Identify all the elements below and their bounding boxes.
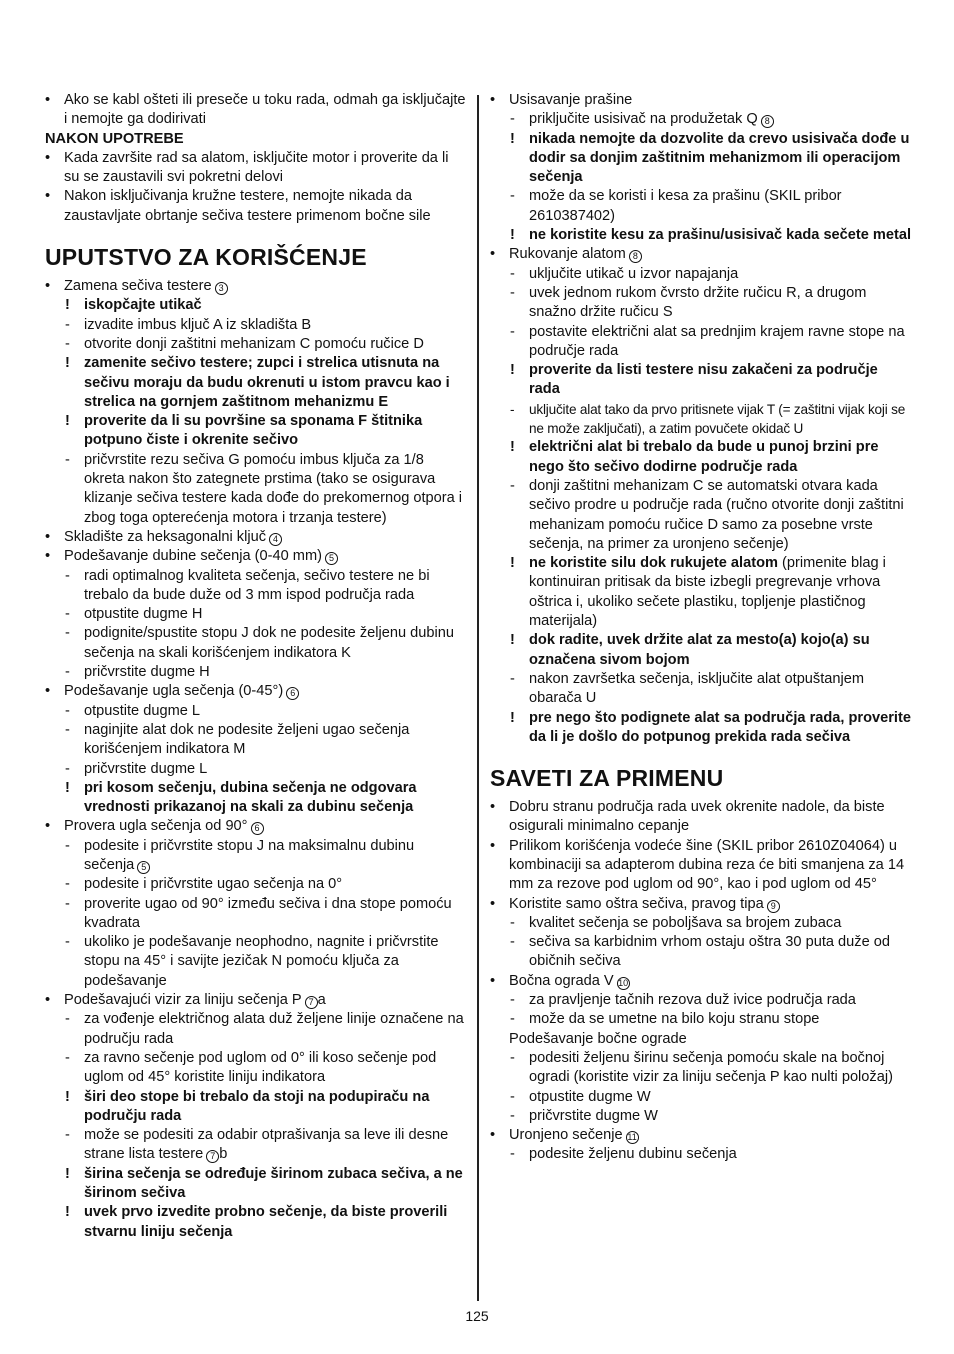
step-item: - donji zaštitni mehanizam C se automatski otvara kada sečivo prodre u područje rada (ručno otvorite donji zaštitni mehanizam pomoću ručice D samo za posebne vrste sečenja, na primer za uronjeno sečenje) xyxy=(490,477,912,554)
section-title-tips: SAVETI ZA PRIMENU xyxy=(490,765,724,792)
step-item: - priključite usisivač na produžetak Q 8 xyxy=(490,110,912,129)
list-item: • Prilikom korišćenja vodeće šine (SKIL pribor 2610Z04064) u kombinaciji sa adapterom dubina reza će biti smanjena za 14 mm za rezove pod uglom od 90°, kao i pod uglom od 45° xyxy=(490,837,912,895)
warning-item: ! pre nego što podignete alat sa područja rada, proverite da li je došlo do potpunog prekida rada sečiva xyxy=(490,709,912,748)
step-item: - može da se koristi i kesa za prašinu (SKIL pribor 2610387402) xyxy=(490,187,912,226)
step-item: - za pravljenje tačnih rezova duž ivice područja rada xyxy=(490,991,912,1010)
warning-item: ! električni alat bi trebalo da bude u punoj brzini pre nego što sečivo dodirne područje rada xyxy=(490,438,912,477)
step-item: - postavite električni alat sa prednjim krajem ravne stope na područje rada xyxy=(490,323,912,362)
step-item: - podesite i pričvrstite ugao sečenja na 0° xyxy=(45,875,467,894)
figure-ref-icon: 4 xyxy=(269,533,282,546)
step-item: - pričvrstite rezu sečiva G pomoću imbus ključa za 1/8 okreta nakon što zategnete prstima (tako se osigurava klizanje sečiva testere kada dođe do prekomernog otpora i zbog toga opterećenja motora i trzanja testere) xyxy=(45,451,467,528)
warning-item: ! pri kosom sečenju, dubina sečenja ne odgovara vrednosti prikazanoj na skali za dubinu sečenja xyxy=(45,779,467,818)
sub-heading: Podešavanje bočne ograde xyxy=(509,1030,687,1047)
step-item: - naginjite alat dok ne podesite željeni ugao sečenja korišćenjem indikatora M xyxy=(45,721,467,760)
warning-item: ! zamenite sečivo testere; zupci i strelica utisnuta na sečivu moraju da budu okrenuti u istom pravcu kao i strelica na gornjem zaštitnom mehanizmu E xyxy=(45,354,467,412)
warning-item: ! širina sečenja se određuje širinom zubaca sečiva, a ne širinom sečiva xyxy=(45,1165,467,1204)
list-item-angle: • Podešavanje ugla sečenja (0-45°) 6 xyxy=(45,682,467,701)
step-item: - otpustite dugme H xyxy=(45,605,467,624)
figure-ref-icon: 6 xyxy=(251,822,264,835)
figure-ref-icon: 8 xyxy=(629,250,642,263)
step-item: - otvorite donji zaštitni mehanizam C pomoću ručice D xyxy=(45,335,467,354)
step-item: - proverite ugao od 90° između sečiva i dna stope pomoću kvadrata xyxy=(45,895,467,934)
section-title-usage: UPUTSTVO ZA KORIŠĆENJE xyxy=(45,244,367,271)
figure-ref-icon: 9 xyxy=(767,900,780,913)
warning-item: ! proverite da li su površine sa sponama F štitnika potpuno čiste i okrenite sečivo xyxy=(45,412,467,451)
step-item: - za ravno sečenje pod uglom od 0° ili koso sečenje pod uglom od 45° koristite liniju indikatora xyxy=(45,1049,467,1088)
list-item-handling: • Rukovanje alatom 8 xyxy=(490,245,912,264)
step-item: - može se podesiti za odabir otprašivanja sa leve ili desne strane lista testere 7 b xyxy=(45,1126,467,1165)
figure-ref-icon: 8 xyxy=(761,115,774,128)
step-item: - kvalitet sečenja se poboljšava sa brojem zubaca xyxy=(490,914,912,933)
list-item: • Ako se kabl ošteti ili preseče u toku rada, odmah ga isključajte i nemojte ga dodirivati xyxy=(45,91,467,130)
step-item: - uključite alat tako da prvo pritisnete vijak T (= zaštitni vijak koji se ne može zaključati), a zatim povučete okidač U xyxy=(490,400,912,439)
figure-ref-icon: 11 xyxy=(627,1132,637,1143)
warning-item: ! ne koristite silu dok rukujete alatom (primenite blag i kontinuiran pritisak da biste izbegli pregrevanje vrhova oštrica i, ukoliko sečete plastiku, topljenje plastičnog materijala) xyxy=(490,554,912,631)
list-item-blade-change: • Zamena sečiva testere 3 xyxy=(45,277,467,296)
figure-ref-icon: 10 xyxy=(618,977,629,988)
step-item: - nakon završetka sečenja, isključite alat otpuštanjem obarača U xyxy=(490,670,912,709)
step-item: - podignite/spustite stopu J dok ne podesite željenu dubinu sečenja na skali korišćenjem indikatora K xyxy=(45,624,467,663)
list-item-dust: • Usisavanje prašine xyxy=(490,91,912,110)
step-item: - podesiti željenu širinu sečenja pomoću skale na bočnoj ogradi (koristite vizir za liniju sečenja P kao nulti položaj) xyxy=(490,1049,912,1088)
warning-item: ! proverite da listi testere nisu zakačeni za područje rada xyxy=(490,361,912,400)
warning-item: ! dok radite, uvek držite alat za mesto(a) kojo(a) su označena sivom bojom xyxy=(490,631,912,670)
step-item: - pričvrstite dugme W xyxy=(490,1107,912,1126)
figure-ref-icon: 6 xyxy=(286,687,299,700)
list-item-hex-storage: • Skladište za heksagonalni ključ 4 xyxy=(45,528,467,547)
list-item: • Uronjeno sečenje 11 xyxy=(490,1126,912,1145)
step-item: - pričvrstite dugme L xyxy=(45,760,467,779)
step-item: - podesite željenu dubinu sečenja xyxy=(490,1145,912,1164)
step-item: - otpustite dugme W xyxy=(490,1088,912,1107)
list-item: • Kada završite rad sa alatom, isključite motor i proverite da li su se zaustavili svi pokretni delovi xyxy=(45,149,467,188)
figure-ref-icon: 7 xyxy=(206,1150,219,1163)
right-column xyxy=(490,91,912,1165)
list-item: • Koristite samo oštra sečiva, pravog tipa 9 xyxy=(490,895,912,914)
figure-ref-icon: 5 xyxy=(137,861,150,874)
step-item: - ukoliko je podešavanje neophodno, nagnite i pričvrstite stopu na 45° i savijte jezičak N pomoću ključa za podešavanje xyxy=(45,933,467,991)
figure-ref-icon: 5 xyxy=(325,552,338,565)
step-item: - izvadite imbus ključ A iz skladišta B xyxy=(45,316,467,335)
list-item: • Nakon isključivanja kružne testere, nemojte nikada da zaustavljate obrtanje sečiva testere primenom bočne sile xyxy=(45,187,467,226)
page-number: 125 xyxy=(465,1308,489,1324)
warning-item: ! iskopčajte utikač xyxy=(45,296,467,315)
step-item: - za vođenje električnog alata duž željene linije označene na području rada xyxy=(45,1010,467,1049)
figure-ref-icon: 3 xyxy=(215,282,228,295)
step-item: - pričvrstite dugme H xyxy=(45,663,467,682)
warning-item: ! nikada nemojte da dozvolite da crevo usisivača dođe u dodir sa donjim zaštitnim mehanizmom ili operacijom sečenja xyxy=(490,130,912,188)
figure-ref-icon: 7 xyxy=(305,996,318,1009)
step-item: - može da se umetne na bilo koju stranu stope xyxy=(490,1010,912,1029)
list-item-sight: • Podešavajući vizir za liniju sečenja P 7 a xyxy=(45,991,467,1010)
list-item-check90: • Provera ugla sečenja od 90° 6 xyxy=(45,817,467,836)
list-item: • Bočna ograda V 10 xyxy=(490,972,912,991)
list-item: • Dobru stranu područja rada uvek okrenite nadole, da biste osigurali minimalno cepanje xyxy=(490,798,912,837)
warning-item: ! ne koristite kesu za prašinu/usisivač kada sečete metal xyxy=(490,226,912,245)
list-item-depth: • Podešavanje dubine sečenja (0-40 mm) 5 xyxy=(45,547,467,566)
warning-item: ! uvek prvo izvedite probno sečenje, da biste proverili stvarnu liniju sečenja xyxy=(45,1203,467,1242)
after-use-heading: NAKON UPOTREBE xyxy=(45,130,184,147)
left-column xyxy=(45,91,467,1242)
step-item: - otpustite dugme L xyxy=(45,702,467,721)
step-item: - sečiva sa karbidnim vrhom ostaju oštra 30 puta duže od običnih sečiva xyxy=(490,933,912,972)
step-item: - podesite i pričvrstite stopu J na maksimalnu dubinu sečenja 5 xyxy=(45,837,467,876)
step-item: - radi optimalnog kvaliteta sečenja, sečivo testere ne bi trebalo da bude duže od 3 mm ispod područja rada xyxy=(45,567,467,606)
step-item: - uključite utikač u izvor napajanja xyxy=(490,265,912,284)
step-item: - uvek jednom rukom čvrsto držite ručicu R, a drugom snažno držite ručicu S xyxy=(490,284,912,323)
warning-item: ! širi deo stope bi trebalo da stoji na podupiraču na području rada xyxy=(45,1088,467,1127)
column-divider xyxy=(477,95,479,1301)
